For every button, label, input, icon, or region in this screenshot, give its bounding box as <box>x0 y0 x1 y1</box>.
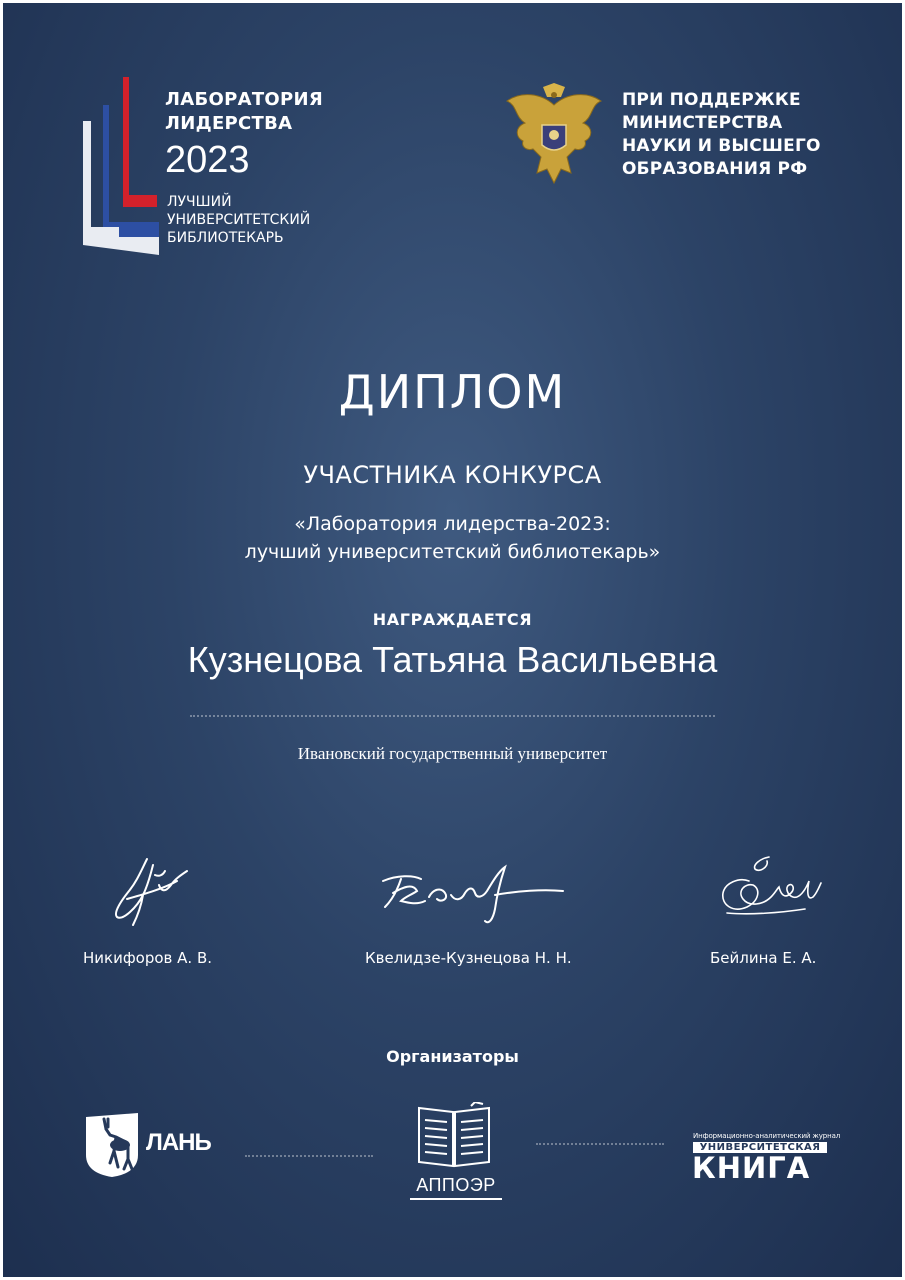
signature-1-icon <box>107 851 197 931</box>
contest-name-line1: «Лаборатория лидерства-2023: <box>294 513 611 535</box>
coat-of-arms-icon <box>501 83 607 191</box>
signatory-name-3: Бейлина Е. А. <box>710 949 817 967</box>
signature-2-icon <box>377 861 567 931</box>
kniga-journal-title: КНИГА <box>692 1151 811 1185</box>
lan-logo-text: ЛАНЬ <box>146 1129 211 1156</box>
open-book-icon <box>411 1102 497 1170</box>
signatory-name-1: Никифоров А. В. <box>83 949 213 967</box>
kniga-journal-university: УНИВЕРСИТЕТСКАЯ <box>693 1142 827 1153</box>
support-line2: МИНИСТЕРСТВА <box>622 113 783 133</box>
support-line1: ПРИ ПОДДЕРЖКЕ <box>622 90 801 110</box>
awarded-label: НАГРАЖДАЕТСЯ <box>372 610 533 629</box>
diploma-page <box>3 3 902 1277</box>
support-line3: НАУКИ И ВЫСШЕГО <box>622 136 821 156</box>
signatory-name-2: Квелидзе-Кузнецова Н. Н. <box>365 949 572 967</box>
diploma-subtitle: УЧАСТНИКА КОНКУРСА <box>303 461 602 489</box>
dotted-divider-right <box>536 1143 664 1145</box>
logo-year: 2023 <box>165 139 250 181</box>
lan-deer-logo-icon <box>84 1111 140 1177</box>
laboratory-logo-icon <box>79 77 159 257</box>
signature-3-icon <box>709 851 824 931</box>
dotted-divider <box>190 715 715 717</box>
kniga-journal-subtitle: Информационно-аналитический журнал <box>693 1132 841 1140</box>
contest-name-line2: лучший университетский библиотекарь» <box>244 541 661 563</box>
recipient-name: Кузнецова Татьяна Васильевна <box>187 639 718 680</box>
organization-name: Ивановский государственный университет <box>297 744 608 763</box>
logo-sub-line3: БИБЛИОТЕКАРЬ <box>167 230 284 246</box>
dotted-divider-left <box>245 1155 373 1157</box>
logo-title-line2: ЛИДЕРСТВА <box>165 113 293 134</box>
logo-title-line1: ЛАБОРАТОРИЯ <box>165 89 324 110</box>
logo-sub-line2: УНИВЕРСИТЕТСКИЙ <box>167 212 311 228</box>
organizers-heading: Организаторы <box>386 1047 519 1066</box>
appozr-logo-text: АППОЭР <box>410 1175 502 1200</box>
logo-sub-line1: ЛУЧШИЙ <box>167 194 232 210</box>
diploma-title: ДИПЛОМ <box>338 365 567 419</box>
support-line4: ОБРАЗОВАНИЯ РФ <box>622 159 808 179</box>
